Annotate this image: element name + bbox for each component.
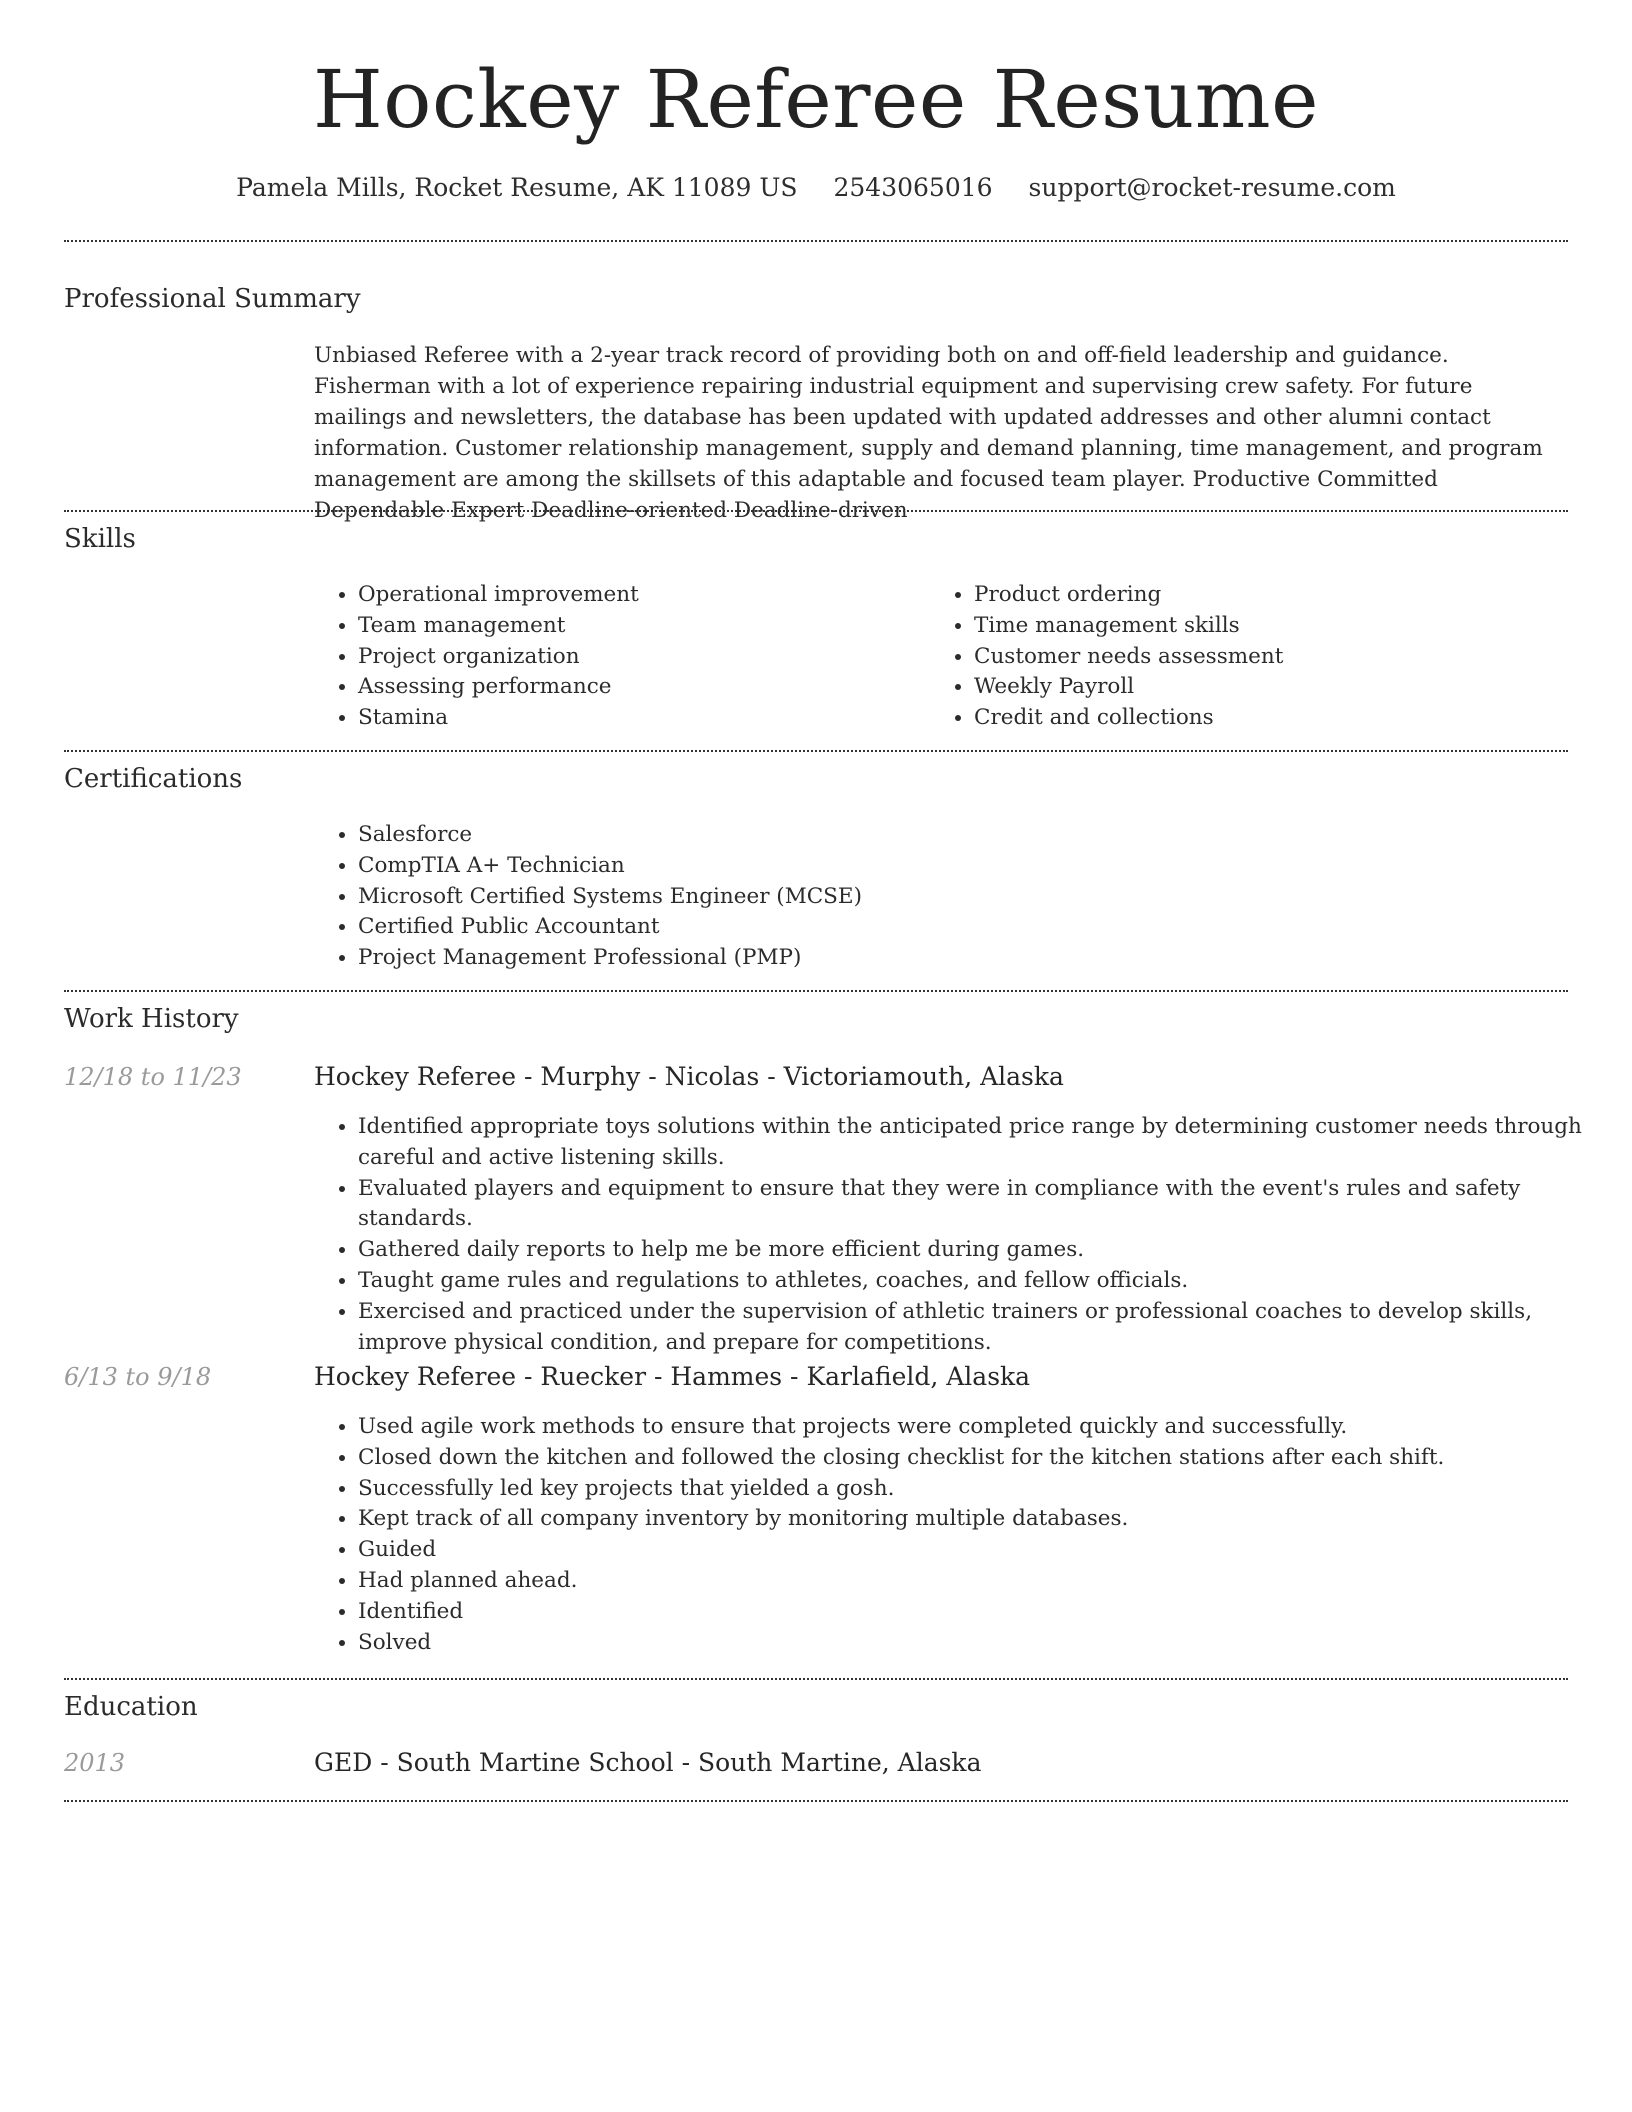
job-bullets — [314, 1412, 1608, 1658]
education-title: GED - South Martine School - South Martine, Alaska — [314, 1748, 982, 1777]
list-item: • Weekly Payroll — [974, 672, 1574, 703]
list-item: • Stamina — [358, 703, 918, 734]
list-item: • Exercised and practiced under the supervision of athletic trainers or professional coaches to develop skills, improve physical condition, and prepare for competitions. — [358, 1297, 1608, 1359]
section-heading-education: Education — [64, 1692, 198, 1722]
contact-phone: 2543065016 — [833, 173, 993, 202]
summary-text: Unbiased Referee with a 2-year track record of providing both on and off-field leadership and guidance. Fisherman with a lot of experience repairing industrial equipment and supervising crew safety. For future mailings and newsletters, the database has been updated with updated addresses and other alumni contact information. Customer relationship management, supply and demand planning, time management, and program management are among the skillsets of this adaptable and focused team player. Productive Committed Dependable Expert Deadline-oriented Deadline-driven — [314, 343, 1543, 523]
skills-list-left — [314, 580, 918, 734]
list-item: • Identified — [358, 1597, 1608, 1628]
list-item: • Identified appropriate toys solutions within the anticipated price range by determining customer needs through careful and active listening skills. — [358, 1112, 1608, 1174]
list-item: • Customer needs assessment — [974, 642, 1574, 673]
certifications-list — [314, 820, 1558, 974]
list-item: • Successfully led key projects that yielded a gosh. — [358, 1474, 1608, 1505]
list-item: • Credit and collections — [974, 703, 1574, 734]
list-item: • Assessing performance — [358, 672, 918, 703]
contact-address: Pamela Mills, Rocket Resume, AK 11089 US — [236, 173, 798, 202]
list-item: • Operational improvement — [358, 580, 918, 611]
job-dates: 6/13 to 9/18 — [64, 1363, 212, 1391]
resume-title: Hockey Referee Resume — [313, 53, 1319, 146]
list-item: • Solved — [358, 1628, 1608, 1659]
divider — [64, 510, 1568, 512]
list-item: • Closed down the kitchen and followed the closing checklist for the kitchen stations after each shift. — [358, 1443, 1608, 1474]
divider — [64, 750, 1568, 752]
contact-line — [0, 170, 1632, 206]
list-item: • Kept track of all company inventory by monitoring multiple databases. — [358, 1504, 1608, 1535]
list-item: • Gathered daily reports to help me be more efficient during games. — [358, 1235, 1608, 1266]
contact-email: support@rocket-resume.com — [1028, 173, 1396, 202]
list-item: • Product ordering — [974, 580, 1574, 611]
list-item: • Project organization — [358, 642, 918, 673]
education-date: 2013 — [64, 1749, 126, 1777]
section-heading-certifications: Certifications — [64, 764, 243, 794]
section-heading-work-history: Work History — [64, 1004, 239, 1034]
job-dates: 12/18 to 11/23 — [64, 1063, 242, 1091]
list-item: • Team management — [358, 611, 918, 642]
list-item: • Guided — [358, 1535, 1608, 1566]
list-item: • Used agile work methods to ensure that projects were completed quickly and successfully. — [358, 1412, 1608, 1443]
divider — [64, 1800, 1568, 1802]
section-heading-skills: Skills — [64, 524, 136, 554]
list-item: • Time management skills — [974, 611, 1574, 642]
list-item: • Evaluated players and equipment to ensure that they were in compliance with the event's rules and safety standards. — [358, 1174, 1608, 1236]
divider — [64, 240, 1568, 242]
list-item: • Microsoft Certified Systems Engineer (MCSE) — [358, 882, 1558, 913]
list-item: • Project Management Professional (PMP) — [358, 943, 1558, 974]
job-bullets — [314, 1112, 1608, 1358]
job-title: Hockey Referee - Murphy - Nicolas - Victoriamouth, Alaska — [314, 1062, 1064, 1091]
divider — [64, 1678, 1568, 1680]
list-item: • CompTIA A+ Technician — [358, 851, 1558, 882]
skills-list-right — [930, 580, 1574, 734]
list-item: • Had planned ahead. — [358, 1566, 1608, 1597]
list-item: • Salesforce — [358, 820, 1558, 851]
list-item: • Taught game rules and regulations to athletes, coaches, and fellow officials. — [358, 1266, 1608, 1297]
list-item: • Certified Public Accountant — [358, 912, 1558, 943]
job-title: Hockey Referee - Ruecker - Hammes - Karlafield, Alaska — [314, 1362, 1031, 1391]
section-heading-summary: Professional Summary — [64, 284, 361, 314]
divider — [64, 990, 1568, 992]
